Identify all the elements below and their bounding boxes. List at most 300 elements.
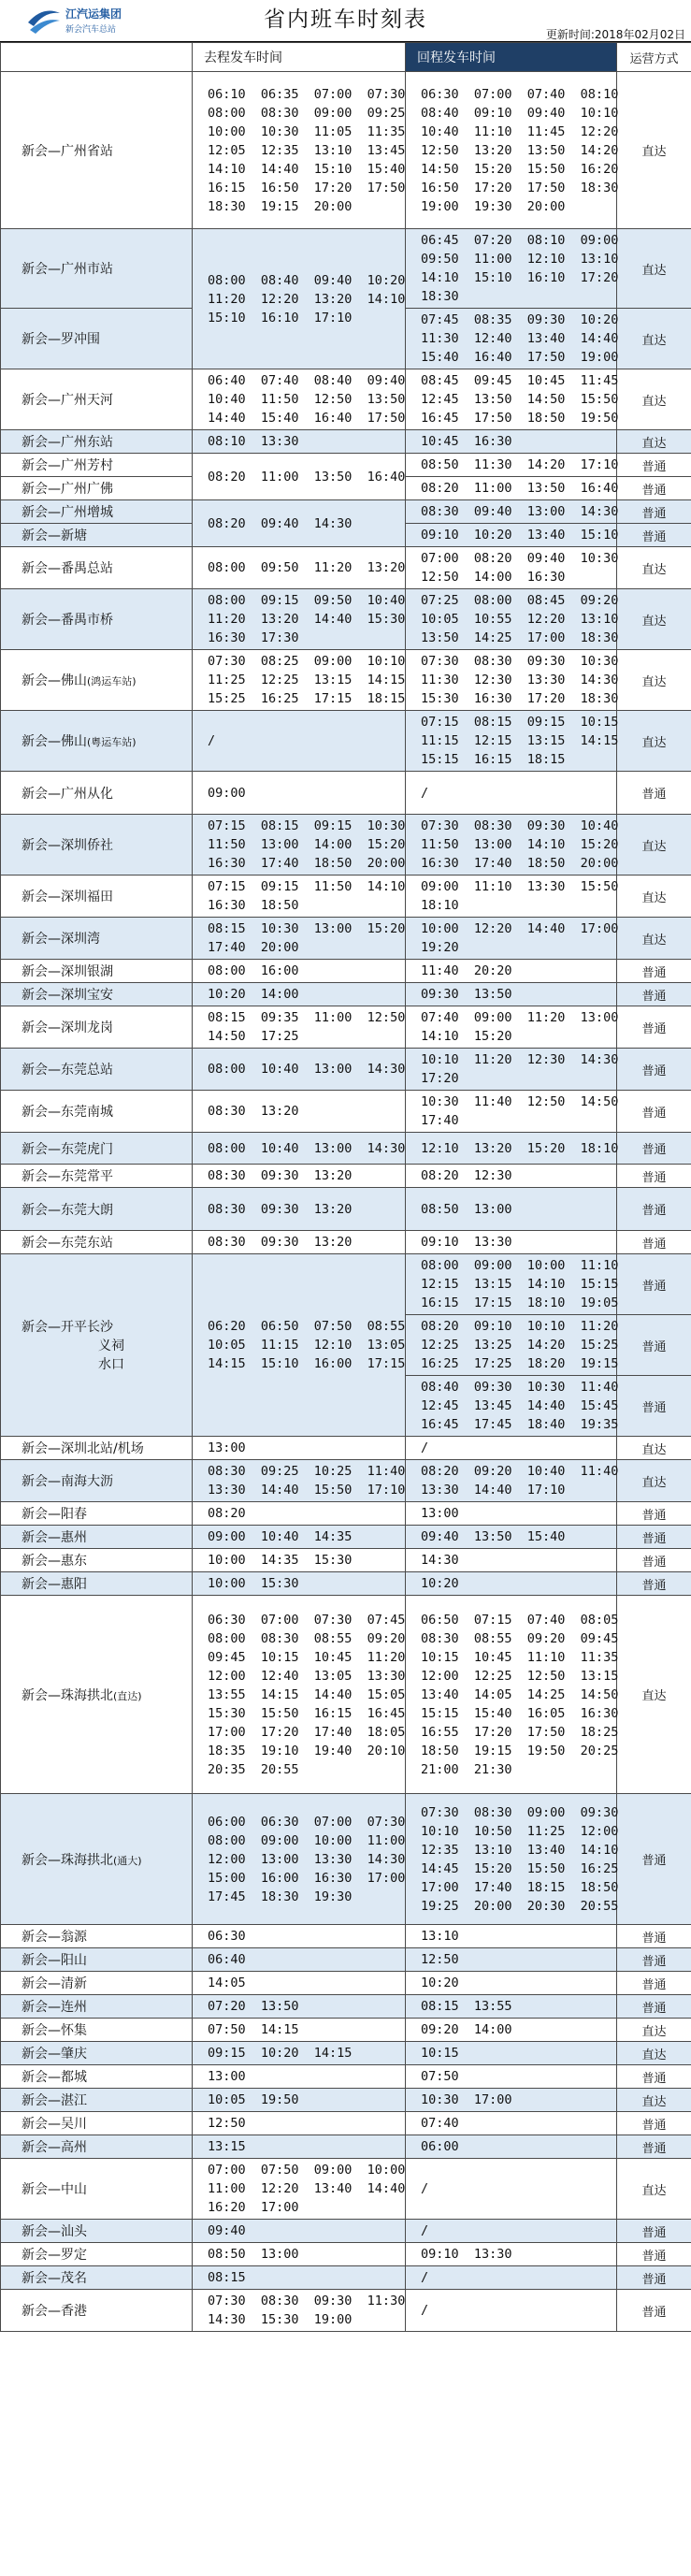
route-note: (通大) <box>113 1854 142 1867</box>
operation-mode: 普通 <box>617 1549 691 1572</box>
return-times: 06:30 07:00 07:40 08:10 08:40 09:10 09:40 10:10 10:40 11:10 11:45 12:20 12:50 13:20 13:50 14:20 14:50 15:20 15:50 16:20 16:50 17:20 17:50 18:30 19:00 19:30 20:00 <box>406 72 617 229</box>
go-times: 06:30 07:00 07:30 07:45 08:00 08:30 08:55 09:20 09:45 10:15 10:45 11:20 12:00 12:40 13:05 13:30 13:55 14:15 14:40 15:05 15:30 15:50 16:15 16:45 17:00 17:20 17:40 18:05 18:35 19:10 19:40 20:10 20:35 20:55 <box>193 1596 406 1794</box>
operation-mode: 直达 <box>617 1596 691 1794</box>
route-label: 新会—吴川 <box>22 2117 87 2132</box>
route-label: 新会—番禺市桥 <box>22 613 113 628</box>
route-label: 新会—广州东站 <box>22 435 113 450</box>
table-row <box>1 1231 691 1254</box>
table-row <box>1 815 691 876</box>
operation-mode: 普通 <box>617 2065 691 2089</box>
table-row <box>1 2220 691 2243</box>
route-label: 新会—广州从化 <box>22 786 113 802</box>
schedule-table <box>0 42 691 2332</box>
route-label: 新会—深圳龙岗 <box>22 1020 113 1035</box>
table-row <box>1 960 691 983</box>
route-name <box>1 815 193 876</box>
table-row <box>1 2042 691 2065</box>
route-name <box>1 2019 193 2042</box>
return-times: 09:20 14:00 <box>406 2019 617 2042</box>
return-times: 07:45 08:35 09:30 10:20 11:30 12:40 13:40 14:40 15:40 16:40 17:50 19:00 <box>406 309 617 369</box>
return-times: 08:00 09:00 10:00 11:10 12:15 13:15 14:10 15:15 16:15 17:15 18:10 19:05 <box>406 1254 617 1315</box>
go-time-column-header: 去程发车时间 <box>193 43 406 72</box>
route-label: 新会—佛山 <box>22 734 87 749</box>
go-times: 07:15 09:15 11:50 14:10 16:30 18:50 <box>193 876 406 918</box>
go-times: 12:50 <box>193 2112 406 2135</box>
route-name <box>1 589 193 650</box>
go-times: 08:00 16:00 <box>193 960 406 983</box>
mode-column-header: 运营方式 <box>617 43 691 72</box>
go-times: 10:20 14:00 <box>193 983 406 1006</box>
return-times: / <box>406 2220 617 2243</box>
route-label: 新会—东莞虎门 <box>22 1141 113 1157</box>
route-name <box>1 500 193 524</box>
table-row <box>1 1596 691 1794</box>
table-row <box>1 711 691 772</box>
page-title: 省内班车时刻表 <box>264 7 427 32</box>
go-times: 07:20 13:50 <box>193 1995 406 2019</box>
return-times: 09:00 11:10 13:30 15:50 18:10 <box>406 876 617 918</box>
go-times: 08:00 09:50 11:20 13:20 <box>193 547 406 589</box>
route-name <box>1 2065 193 2089</box>
return-times: 09:10 13:30 <box>406 2243 617 2266</box>
route-label: 新会—翁源 <box>22 1930 87 1945</box>
go-times: 10:00 14:35 15:30 <box>193 1549 406 1572</box>
route-label: 新会—惠州 <box>22 1530 87 1545</box>
return-times: 08:20 11:00 13:50 16:40 <box>406 477 617 500</box>
route-label: 新会—罗冲围 <box>22 332 100 347</box>
route-name <box>1 1091 193 1133</box>
go-times: 08:30 09:30 13:20 <box>193 1231 406 1254</box>
route-name <box>1 711 193 772</box>
return-times: 07:40 <box>406 2112 617 2135</box>
go-times: 08:15 <box>193 2266 406 2290</box>
return-times: 07:30 08:30 09:00 09:30 10:10 10:50 11:25 12:00 12:35 13:10 13:40 14:10 14:45 15:20 15:50 16:25 17:00 17:40 18:15 18:50 19:25 20:00 20:30 20:55 <box>406 1794 617 1925</box>
return-times: 08:30 09:40 13:00 14:30 <box>406 500 617 524</box>
return-times: 08:45 09:45 10:45 11:45 12:45 13:50 14:50 15:50 16:45 17:50 18:50 19:50 <box>406 369 617 430</box>
operation-mode: 普通 <box>617 1972 691 1995</box>
route-name <box>1 1133 193 1165</box>
route-label: 新会—佛山 <box>22 673 87 688</box>
route-label: 新会—深圳宝安 <box>22 988 113 1003</box>
logo-text-station: 新会汽车总站 <box>65 25 117 35</box>
operation-mode: 普通 <box>617 1794 691 1925</box>
operation-mode: 普通 <box>617 1315 691 1376</box>
route-label: 新会—深圳侨社 <box>22 838 113 853</box>
return-times: 11:40 20:20 <box>406 960 617 983</box>
route-name <box>1 1437 193 1460</box>
operation-mode: 普通 <box>617 2135 691 2159</box>
table-row <box>1 876 691 918</box>
route-label: 新会—阳春 <box>22 1507 87 1522</box>
operation-mode: 普通 <box>617 960 691 983</box>
go-times: 08:20 <box>193 1502 406 1526</box>
route-name <box>1 2042 193 2065</box>
operation-mode: 普通 <box>617 1254 691 1315</box>
return-times: 07:30 08:30 09:30 10:30 11:30 12:30 13:30 14:30 15:30 16:30 17:20 18:30 <box>406 650 617 711</box>
go-times: 08:30 09:30 13:20 <box>193 1188 406 1231</box>
operation-mode: 直达 <box>617 2089 691 2112</box>
route-name <box>1 2290 193 2332</box>
return-times: / <box>406 2159 617 2220</box>
go-times: 08:20 09:40 14:30 <box>193 500 406 547</box>
table-row <box>1 2135 691 2159</box>
operation-mode: 普通 <box>617 477 691 500</box>
route-stop: 义祠 <box>98 1339 124 1353</box>
operation-mode: 普通 <box>617 454 691 477</box>
operation-mode: 直达 <box>617 815 691 876</box>
go-times: 07:15 08:15 09:15 10:30 11:50 13:00 14:00 15:20 16:30 17:40 18:50 20:00 <box>193 815 406 876</box>
table-row <box>1 547 691 589</box>
table-row <box>1 1972 691 1995</box>
route-name <box>1 1794 193 1925</box>
table-row <box>1 1460 691 1502</box>
return-times: 08:20 12:30 <box>406 1165 617 1188</box>
route-name <box>1 2089 193 2112</box>
operation-mode: 直达 <box>617 2042 691 2065</box>
route-note: (直达) <box>113 1689 142 1702</box>
route-name <box>1 772 193 815</box>
table-row <box>1 1794 691 1925</box>
route-name <box>1 2220 193 2243</box>
route-label: 新会—高州 <box>22 2140 87 2155</box>
return-times: 07:15 08:15 09:15 10:15 11:15 12:15 13:15 14:15 15:15 16:15 18:15 <box>406 711 617 772</box>
go-times: 07:30 08:30 09:30 11:30 14:30 15:30 19:00 <box>193 2290 406 2332</box>
table-row <box>1 2112 691 2135</box>
route-label: 新会—广州天河 <box>22 393 113 408</box>
table-row <box>1 1091 691 1133</box>
route-name <box>1 1049 193 1091</box>
go-times: 09:00 10:40 14:35 <box>193 1526 406 1549</box>
route-name <box>1 650 193 711</box>
route-name <box>1 2266 193 2290</box>
route-name <box>1 2243 193 2266</box>
route-name <box>1 547 193 589</box>
table-row <box>1 1437 691 1460</box>
route-name <box>1 918 193 960</box>
go-times: 08:00 10:40 13:00 14:30 <box>193 1049 406 1091</box>
return-times: 13:10 <box>406 1925 617 1948</box>
operation-mode: 普通 <box>617 1995 691 2019</box>
route-label: 新会—广州省站 <box>22 143 113 159</box>
return-times: 10:30 11:40 12:50 14:50 17:40 <box>406 1091 617 1133</box>
go-times: 07:50 14:15 <box>193 2019 406 2042</box>
route-name <box>1 2135 193 2159</box>
route-name <box>1 454 193 477</box>
go-times: 13:00 <box>193 2065 406 2089</box>
return-times: 08:50 11:30 14:20 17:10 <box>406 454 617 477</box>
return-times: 07:40 09:00 11:20 13:00 14:10 15:20 <box>406 1006 617 1049</box>
table-row <box>1 2266 691 2290</box>
table-row <box>1 430 691 454</box>
operation-mode: 普通 <box>617 2243 691 2266</box>
return-times: 10:00 12:20 14:40 17:00 19:20 <box>406 918 617 960</box>
go-times: 09:15 10:20 14:15 <box>193 2042 406 2065</box>
table-row <box>1 454 691 477</box>
route-label: 新会—东莞常平 <box>22 1169 113 1184</box>
go-times: 08:50 13:00 <box>193 2243 406 2266</box>
route-name <box>1 1460 193 1502</box>
route-label: 新会—惠阳 <box>22 1577 87 1592</box>
route-label: 新会—广州芳村 <box>22 458 113 473</box>
route-label: 新会—新塘 <box>22 528 87 543</box>
table-row <box>1 1526 691 1549</box>
operation-mode: 普通 <box>617 1188 691 1231</box>
go-times: 06:00 06:30 07:00 07:30 08:00 09:00 10:00 11:00 12:00 13:00 13:30 14:30 15:00 16:00 16:30 17:00 17:45 18:30 19:30 <box>193 1794 406 1925</box>
route-label: 新会—东莞总站 <box>22 1063 113 1078</box>
route-name <box>1 1188 193 1231</box>
route-label: 新会—罗定 <box>22 2248 87 2263</box>
route-name <box>1 309 193 369</box>
table-row <box>1 72 691 229</box>
operation-mode: 普通 <box>617 1231 691 1254</box>
route-name <box>1 1572 193 1596</box>
return-times: / <box>406 2266 617 2290</box>
table-row <box>1 1549 691 1572</box>
update-time-date: 2018年02月02日 <box>594 28 685 41</box>
table-row <box>1 500 691 524</box>
operation-mode: 普通 <box>617 2290 691 2332</box>
return-times: 10:30 17:00 <box>406 2089 617 2112</box>
operation-mode: 普通 <box>617 1165 691 1188</box>
route-name <box>1 1948 193 1972</box>
go-times: 08:10 13:30 <box>193 430 406 454</box>
route-label: 新会—惠东 <box>22 1554 87 1569</box>
go-times: 06:10 06:35 07:00 07:30 08:00 08:30 09:00 09:25 10:00 10:30 11:05 11:35 12:05 12:35 13:10 13:45 14:10 14:40 15:10 15:40 16:15 16:50 17:20 17:50 18:30 19:15 20:00 <box>193 72 406 229</box>
route-name <box>1 1995 193 2019</box>
table-row <box>1 1133 691 1165</box>
operation-mode: 直达 <box>617 918 691 960</box>
route-label: 新会—连州 <box>22 2000 87 2015</box>
operation-mode: 直达 <box>617 72 691 229</box>
return-times: 08:40 09:30 10:30 11:40 12:45 13:45 14:40 15:45 16:45 17:45 18:40 19:35 <box>406 1376 617 1437</box>
go-times: 08:30 09:30 13:20 <box>193 1165 406 1188</box>
return-times: 06:50 07:15 07:40 08:05 08:30 08:55 09:20 09:45 10:15 10:45 11:10 11:35 12:00 12:25 12:50 13:15 13:40 14:05 14:25 14:50 15:15 15:40 16:05 16:30 16:55 17:20 17:50 18:25 18:50 19:15 19:50 20:25 21:00 21:30 <box>406 1596 617 1794</box>
return-times: 12:10 13:20 15:20 18:10 <box>406 1133 617 1165</box>
return-times: 07:30 08:30 09:30 10:40 11:50 13:00 14:10 15:20 16:30 17:40 18:50 20:00 <box>406 815 617 876</box>
route-name <box>1 983 193 1006</box>
return-times: 08:15 13:55 <box>406 1995 617 2019</box>
schedule-body <box>1 72 691 2332</box>
route-name <box>1 1006 193 1049</box>
operation-mode: 普通 <box>617 1049 691 1091</box>
route-label: 新会—肇庆 <box>22 2047 87 2062</box>
route-label: 新会—深圳福田 <box>22 890 113 904</box>
route-label: 新会—东莞大朗 <box>22 1202 113 1218</box>
table-row <box>1 1254 691 1315</box>
route-label: 新会—广州广佛 <box>22 482 113 497</box>
return-times: 09:30 13:50 <box>406 983 617 1006</box>
return-times: 10:20 <box>406 1572 617 1596</box>
table-row <box>1 1502 691 1526</box>
operation-mode: 普通 <box>617 1948 691 1972</box>
route-name <box>1 1165 193 1188</box>
table-row <box>1 2065 691 2089</box>
table-row <box>1 650 691 711</box>
operation-mode: 普通 <box>617 1006 691 1049</box>
route-name <box>1 1549 193 1572</box>
table-row <box>1 2243 691 2266</box>
operation-mode: 普通 <box>617 1376 691 1437</box>
table-row <box>1 2089 691 2112</box>
operation-mode: 普通 <box>617 2220 691 2243</box>
table-header-row <box>1 43 691 72</box>
return-times: 07:25 08:00 08:45 09:20 10:05 10:55 12:20 13:10 13:50 14:25 17:00 18:30 <box>406 589 617 650</box>
operation-mode: 直达 <box>617 229 691 309</box>
route-name <box>1 524 193 547</box>
go-times: 08:20 11:00 13:50 16:40 <box>193 454 406 500</box>
table-row <box>1 772 691 815</box>
update-time-label: 更新时间: <box>545 28 595 41</box>
return-times: 08:50 13:00 <box>406 1188 617 1231</box>
operation-mode: 普通 <box>617 1925 691 1948</box>
table-row <box>1 1995 691 2019</box>
return-times: 10:10 11:20 12:30 14:30 17:20 <box>406 1049 617 1091</box>
route-name <box>1 876 193 918</box>
operation-mode: 普通 <box>617 2112 691 2135</box>
go-times: 10:05 19:50 <box>193 2089 406 2112</box>
return-times: 07:50 <box>406 2065 617 2089</box>
table-row <box>1 1165 691 1188</box>
route-label: 新会—番禺总站 <box>22 561 113 576</box>
route-label: 新会—珠海拱北 <box>22 1852 113 1868</box>
table-row <box>1 1948 691 1972</box>
return-times: 07:00 08:20 09:40 10:30 12:50 14:00 16:30 <box>406 547 617 589</box>
go-times: 14:05 <box>193 1972 406 1995</box>
route-stop: 新会—开平长沙 <box>22 1320 113 1335</box>
operation-mode: 普通 <box>617 1526 691 1549</box>
table-row <box>1 369 691 430</box>
table-row <box>1 2019 691 2042</box>
return-times: 08:20 09:20 10:40 11:40 13:30 14:40 17:10 <box>406 1460 617 1502</box>
table-row <box>1 1188 691 1231</box>
route-label: 新会—深圳银湖 <box>22 964 113 979</box>
table-row <box>1 1572 691 1596</box>
operation-mode: 普通 <box>617 1133 691 1165</box>
table-row <box>1 918 691 960</box>
route-name <box>1 1596 193 1794</box>
operation-mode: 直达 <box>617 309 691 369</box>
table-row <box>1 2159 691 2220</box>
go-times: 09:00 <box>193 772 406 815</box>
table-row <box>1 983 691 1006</box>
return-times: 06:45 07:20 08:10 09:00 09:50 11:00 12:10 13:10 14:10 15:10 16:10 17:20 18:30 <box>406 229 617 309</box>
route-label: 新会—湛江 <box>22 2093 87 2108</box>
operation-mode: 普通 <box>617 1572 691 1596</box>
return-times: 09:10 13:30 <box>406 1231 617 1254</box>
route-label: 新会—都城 <box>22 2070 87 2085</box>
return-times: / <box>406 1437 617 1460</box>
return-times: 06:00 <box>406 2135 617 2159</box>
update-time <box>546 26 685 42</box>
route-label: 新会—广州增城 <box>22 505 113 520</box>
table-row <box>1 1049 691 1091</box>
operation-mode: 直达 <box>617 650 691 711</box>
return-times: / <box>406 2290 617 2332</box>
route-stop: 水口 <box>98 1357 124 1372</box>
route-column-header <box>1 43 193 72</box>
return-times: 10:15 <box>406 2042 617 2065</box>
route-name <box>1 1972 193 1995</box>
return-time-column-header: 回程发车时间 <box>406 43 617 72</box>
table-row <box>1 1006 691 1049</box>
go-times: 08:00 08:40 09:40 10:20 11:20 12:20 13:20 14:10 15:10 16:10 17:10 <box>193 229 406 369</box>
route-name <box>1 229 193 309</box>
route-name <box>1 1502 193 1526</box>
return-times: 13:00 <box>406 1502 617 1526</box>
operation-mode: 直达 <box>617 589 691 650</box>
operation-mode: 普通 <box>617 1091 691 1133</box>
route-name <box>1 960 193 983</box>
go-times: 06:20 06:50 07:50 08:55 10:05 11:15 12:10 13:05 14:15 15:10 16:00 17:15 <box>193 1254 406 1437</box>
route-name <box>1 72 193 229</box>
go-times: 13:00 <box>193 1437 406 1460</box>
return-times: 09:10 10:20 13:40 15:10 <box>406 524 617 547</box>
operation-mode: 直达 <box>617 547 691 589</box>
route-name <box>1 1231 193 1254</box>
operation-mode: 直达 <box>617 2019 691 2042</box>
operation-mode: 普通 <box>617 772 691 815</box>
go-times: 08:00 09:15 09:50 10:40 11:20 13:20 14:40 15:30 16:30 17:30 <box>193 589 406 650</box>
return-times: 09:40 13:50 15:40 <box>406 1526 617 1549</box>
operation-mode: 普通 <box>617 1502 691 1526</box>
operation-mode: 直达 <box>617 1437 691 1460</box>
go-times: 08:00 10:40 13:00 14:30 <box>193 1133 406 1165</box>
return-times: / <box>406 772 617 815</box>
go-times: 06:40 <box>193 1948 406 1972</box>
route-label: 新会—汕头 <box>22 2224 87 2239</box>
go-times: 08:15 10:30 13:00 15:20 17:40 20:00 <box>193 918 406 960</box>
return-times: 14:30 <box>406 1549 617 1572</box>
operation-mode: 直达 <box>617 876 691 918</box>
route-label: 新会—茂名 <box>22 2271 87 2286</box>
go-times: 06:40 07:40 08:40 09:40 10:40 11:50 12:50 13:50 14:40 15:40 16:40 17:50 <box>193 369 406 430</box>
route-name <box>1 369 193 430</box>
logo-text-group: 江汽运集团 <box>65 7 122 21</box>
route-name <box>1 2112 193 2135</box>
go-times: 10:00 15:30 <box>193 1572 406 1596</box>
route-name <box>1 1254 193 1437</box>
go-times: 07:00 07:50 09:00 10:00 11:00 12:20 13:40 14:40 16:20 17:00 <box>193 2159 406 2220</box>
go-times: 07:30 08:25 09:00 10:10 11:25 12:25 13:15 14:15 15:25 16:25 17:15 18:15 <box>193 650 406 711</box>
operation-mode: 普通 <box>617 983 691 1006</box>
go-times: / <box>193 711 406 772</box>
go-times: 08:30 13:20 <box>193 1091 406 1133</box>
route-label: 新会—广州市站 <box>22 262 113 277</box>
route-label: 新会—香港 <box>22 2304 87 2319</box>
table-row <box>1 589 691 650</box>
return-times: 10:45 16:30 <box>406 430 617 454</box>
operation-mode: 普通 <box>617 524 691 547</box>
operation-mode: 直达 <box>617 711 691 772</box>
return-times: 08:20 09:10 10:10 11:20 12:25 13:25 14:20 15:25 16:25 17:25 18:20 19:15 <box>406 1315 617 1376</box>
table-row <box>1 229 691 309</box>
route-label: 新会—怀集 <box>22 2023 87 2038</box>
operation-mode: 普通 <box>617 500 691 524</box>
route-note: (粤运车站) <box>87 736 137 748</box>
go-times: 08:30 09:25 10:25 11:40 13:30 14:40 15:50 17:10 <box>193 1460 406 1502</box>
go-times: 09:40 <box>193 2220 406 2243</box>
route-label: 新会—珠海拱北 <box>22 1687 113 1703</box>
route-name <box>1 477 193 500</box>
route-name <box>1 2159 193 2220</box>
route-note: (鸿运车站) <box>87 675 137 687</box>
route-name <box>1 1925 193 1948</box>
operation-mode: 直达 <box>617 369 691 430</box>
go-times: 06:30 <box>193 1925 406 1948</box>
operation-mode: 直达 <box>617 430 691 454</box>
operation-mode: 直达 <box>617 1460 691 1502</box>
table-row <box>1 1925 691 1948</box>
